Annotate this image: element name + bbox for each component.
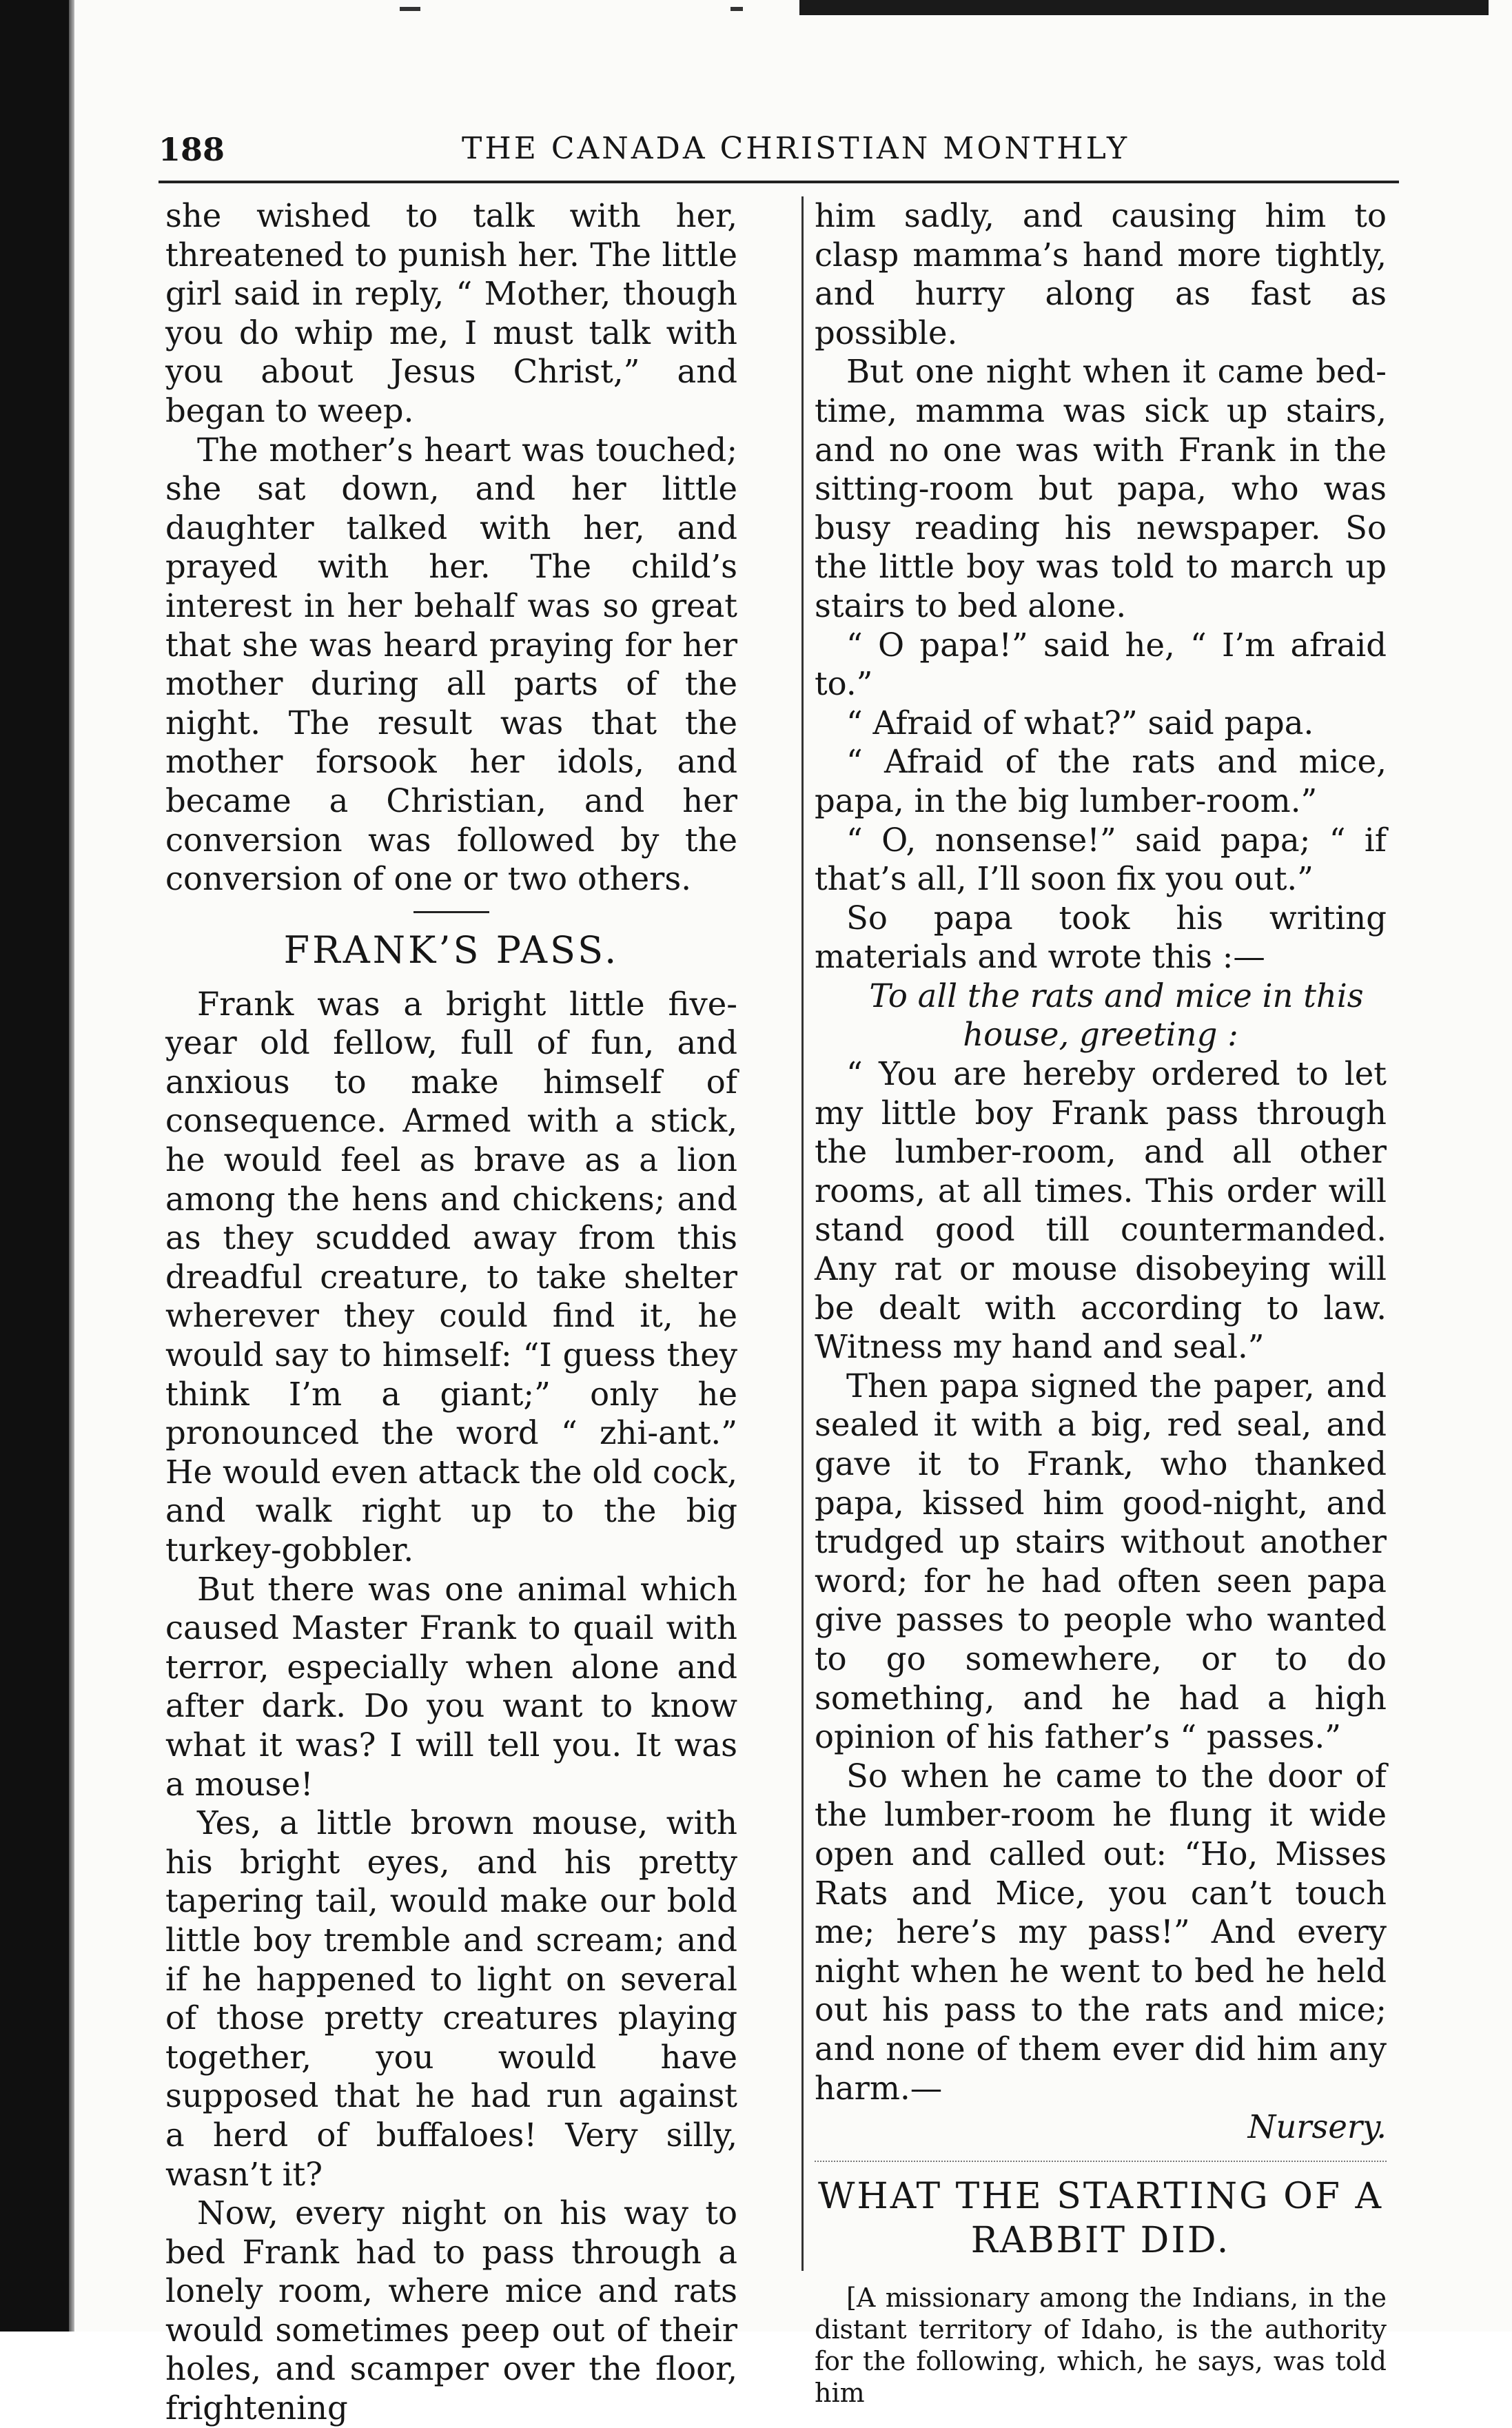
left-column — [165, 196, 737, 2427]
article-intro: [A missionary among the Indians, in the distant territory of Idaho, is the authority for the following, which, he says, was told him — [815, 2282, 1387, 2408]
scan-top-edge — [799, 0, 1489, 15]
paragraph: “ Afraid of the rats and mice, papa, in the big lumber-room.” — [815, 743, 1387, 819]
order-text: “ You are hereby ordered to let my little boy Frank pass through the lumber-room, and all other rooms, at all times. This order will stand good till countermanded. Any rat or mouse disobeying will be dealt with according to law. Witness my hand and seal.” — [815, 1055, 1387, 1366]
paragraph: But one night when it came bed-time, mamma was sick up stairs, and no one was with Frank in the sitting-room but papa, who was busy reading his newspaper. So the little boy was told to march up stairs to bed alone. — [815, 353, 1387, 624]
paragraph: she wished to talk with her, threatened to punish her. The little girl said in reply, “ Mother, though you do whip me, I must talk with you about Jesus Christ,” and began to weep. — [165, 197, 737, 429]
paragraph: The mother’s heart was touched; she sat down, and her little daughter talked with her, and prayed with her. The child’s interest in her behalf was so great that she was heard praying for her mother during all parts of the night. The result was that the mother forsook her idols, and became a Christian, and her conversion was followed by the conversion of one or two others. — [165, 431, 737, 898]
paragraph: But there was one animal which caused Master Frank to quail with terror, especially when alone and after dark. Do you want to know what it was? I will tell you. It was a mouse! — [165, 1570, 737, 1803]
paragraph: him sadly, and causing him to clasp mamma’s hand more tightly, and hurry along as fast as possible. — [815, 197, 1387, 351]
section-separator — [815, 2161, 1387, 2162]
paragraph: Now, every night on his way to bed Frank had to pass through a lonely room, where mice and rats would sometimes peep out of their holes, and scamper over the floor, frightening — [165, 2194, 737, 2427]
scan-dark-margin — [0, 0, 69, 2332]
paragraph: So papa took his writing materials and wrote this :— — [815, 899, 1387, 976]
scan-speck — [400, 7, 420, 11]
paragraph: So when he came to the door of the lumber-room he flung it wide open and called out: “Ho, Misses Rats and Mice, you can’t touch me; here’s my pass!” And every night when he went to bed he held out his pass to the rats and mice; and none of them ever did him any harm.— — [815, 1757, 1387, 2107]
scan-margin-edge — [69, 0, 74, 2332]
scan-speck — [731, 7, 743, 11]
article-title: WHAT THE STARTING OF A RABBIT DID. — [817, 2175, 1384, 2261]
paragraph: “ O papa!” said he, “ I’m afraid to.” — [815, 626, 1387, 703]
header-rule — [159, 181, 1399, 183]
story-title: FRANK’S PASS. — [283, 928, 620, 972]
story-source: Nursery. — [1247, 2108, 1387, 2146]
section-separator — [413, 911, 489, 913]
page-header — [159, 131, 1413, 179]
paragraph: Yes, a little brown mouse, with his bright eyes, and his pretty tapering tail, would make our bold little boy tremble and scream; and if he happened to light on several of those pretty creatures playing together, you would have supposed that he had run against a herd of buffaloes! Very silly, wasn’t it? — [165, 1804, 737, 2193]
paragraph: “ O, nonsense!” said papa; “ if that’s all, I’ll soon fix you out.” — [815, 821, 1387, 898]
paragraph: Then papa signed the paper, and sealed it with a big, red seal, and gave it to Frank, who thanked papa, kissed him good-night, and trudged up stairs without another word; for he had often seen papa give passes to people who wanted to go somewhere, or to do something, and he had a high opinion of his father’s “ passes.” — [815, 1367, 1387, 1756]
page-number: 188 — [159, 131, 225, 168]
running-title: THE CANADA CHRISTIAN MONTHLY — [462, 131, 1130, 166]
right-column — [815, 196, 1387, 2408]
paragraph: “ Afraid of what?” said papa. — [846, 704, 1314, 742]
column-divider — [801, 196, 804, 2271]
order-salutation: To all the rats and mice in this house, greeting : — [869, 977, 1364, 1054]
paragraph: Frank was a bright little five-year old fellow, full of fun, and anxious to make himself of consequence. Armed with a stick, he would feel as brave as a lion among the hens and chickens; and as they scudded away from this dreadful creature, to take shelter wherever they could find it, he would say to himself: “I guess they think I’m a giant;” only he pronounced the word “ zhi-ant.” He would even attack the old cock, and walk right up to the big turkey-gobbler. — [165, 985, 737, 1569]
